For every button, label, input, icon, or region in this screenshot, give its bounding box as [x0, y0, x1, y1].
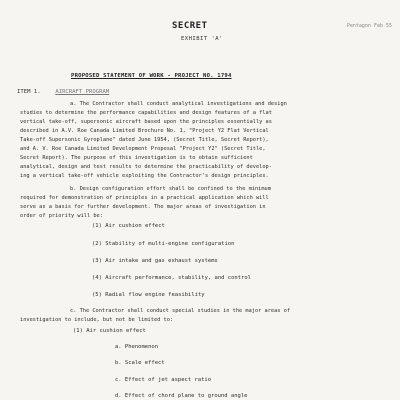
paragraph-a-line: studies to determine the performance capabilities and design features of a flat [20, 110, 272, 116]
document-title: PROPOSED STATEMENT OF WORK - PROJECT NO. 1794 [71, 73, 232, 79]
priority-item: (3) Air intake and gas exhaust systems [92, 258, 218, 264]
paragraph-c-line: investigation to include, but not be limited to: [20, 317, 174, 323]
paragraph-a-line: Take-off Supersonic Gyroplane" dated June 1954, (Secret Title, Secret Report), [20, 137, 269, 143]
date-stamp [347, 23, 392, 30]
paragraph-a-line: Secret Report). The purpose of this investigation is to obtain sufficient [20, 155, 253, 161]
classification-marking: SECRET [172, 21, 208, 31]
paragraph-a-line: vertical take-off, supersonic aircraft based upon the principles essentially as [20, 119, 272, 125]
sub-heading: (1) Air cushion effect [73, 328, 146, 334]
paragraph-b [20, 185, 271, 221]
item-title: AIRCRAFT PROGRAM [55, 89, 110, 95]
paragraph-a-line: ing a vertical take-off vehicle exploiting the Contractor's design principles. [20, 173, 269, 179]
sub-item: d. Effect of chord plane to ground angle [115, 393, 248, 399]
paragraph-b-line: required for demonstration of principles in a practical application which will [20, 195, 269, 201]
date-stamp-line-2: Pentagon Feb 55 [346, 23, 392, 29]
paragraph-a-line: and A. V. Roe Canada Limited Development Proposal "Project Y2" (Secret Title, [20, 146, 266, 152]
item-heading [17, 89, 109, 95]
priority-item: (5) Radial flow engine feasibility [92, 292, 205, 298]
priority-item: (1) Air cushion effect [92, 223, 165, 229]
sub-item: c. Effect of jet aspect ratio [115, 377, 212, 383]
paragraph-b-line: serve as a basis for further development. The major areas of investigation in [20, 204, 266, 210]
paragraph-a [20, 100, 287, 181]
exhibit-label: EXHIBIT 'A' [181, 36, 223, 42]
sub-item: a. Phenomenon [115, 344, 159, 350]
priority-item: (4) Aircraft performance, stability, and control [92, 275, 251, 281]
item-label: ITEM 1. [17, 89, 41, 95]
paragraph-b-line: b. Design configuration effort shall be confined to the minimum [70, 186, 271, 192]
paragraph-c [20, 307, 290, 325]
paragraph-c-line: c. The Contractor shall conduct special studies in the major areas of [70, 308, 291, 314]
paragraph-a-line: a. The Contractor shall conduct analytical investigations and design [70, 101, 287, 107]
paragraph-a-line: described in A.V. Roe Canada Limited Brochure No. 1, "Project Y2 Flat Vertical [20, 128, 269, 134]
priority-item: (2) Stability of multi-engine configuration [92, 241, 235, 247]
sub-item: b. Scale effect [115, 360, 165, 366]
paragraph-a-line: analytical, design and test results to determine the practicability of develop- [20, 164, 272, 170]
paragraph-b-line: order of priority will be: [20, 213, 103, 219]
